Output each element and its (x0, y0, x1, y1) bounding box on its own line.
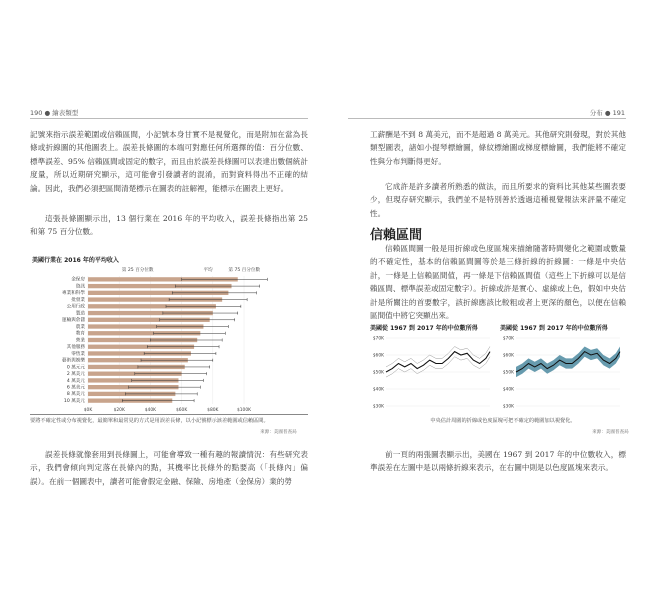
category-label: 零售業 (71, 351, 85, 357)
paragraph: 這張長條圖顯示出，13 個行業在 2016 年的平均收入，誤差長條指出第 25 和第 75 百分位數。 (30, 214, 308, 237)
y-tick-label: $50K (372, 370, 384, 376)
paragraph: 信賴區間圖一般是用折線或色度區塊來描繪隨著時間變化之範圍或數量的不確定性，基本的信賴區間圖等於是三條折線的折線圖：一條是中央估計，一條是上信賴區間值，再一條是下信賴區間值（這些上下折線可以是信賴區間、標準誤差或固定數字）。折線或許是實心、虛線或上色，假如中央估計是所關注的首要數字，該折線應該比較粗或者上更深的顏色，以便在信賴區間值中將它突顯出來。 (370, 244, 626, 321)
x-tick-label: $80K (207, 408, 219, 413)
chart-title: 美國行業在 2016 年的平均收入 (32, 257, 119, 264)
category-label: 8 萬美元 (66, 392, 85, 398)
category-label: 其他服務 (66, 345, 85, 351)
chapter-title: 繪表類型 (52, 109, 79, 117)
y-tick-label: $30K (372, 404, 384, 410)
category-label: 2 萬美元 (66, 372, 85, 378)
header-rule (30, 118, 308, 119)
paragraph: 它成許是許多讀者所熟悉的做法，而且所要求的資料比其他某些圖表要少，但現存研究顯示，我們並不是特別善於透過這種視覺報法來評量不確定性。 (370, 182, 626, 218)
paragraph: 前一頁的兩張圖表顯示出，美國在 1967 到 2017 年的中位數收入，標準誤差在左圖中是以兩條折線來表示，在右圖中則是以色度區塊來表示。 (370, 450, 626, 473)
confidence-line-chart (370, 322, 494, 414)
right-page (328, 0, 655, 609)
chart-source: 來源：美國普查局 (260, 430, 297, 435)
page-number: 190 (30, 109, 43, 117)
legend-entry: 第 25 百分位數 (121, 268, 154, 273)
confidence-band-chart (500, 322, 626, 414)
category-label: 專業和科學 (62, 291, 85, 297)
category-label: 4 萬美元 (66, 378, 85, 384)
section-heading: 信賴區間 (370, 228, 423, 243)
legend-entry: 平均 (203, 268, 213, 273)
y-tick-label: $60K (502, 353, 514, 359)
y-tick-label: $50K (502, 370, 514, 376)
x-tick-label: $100K (236, 408, 252, 413)
y-tick-label: $70K (502, 336, 514, 342)
x-tick-label: $60K (175, 408, 188, 413)
center-line (386, 352, 490, 372)
y-tick-label: $40K (372, 387, 384, 393)
category-label: 金保房 (71, 277, 85, 283)
category-label: 農業 (75, 324, 85, 330)
right-running-header: 分布 ● 191 (589, 109, 625, 117)
category-label: 批發業 (71, 297, 85, 303)
left-running-header: 190 ● 繪表類型 (30, 109, 79, 117)
category-label: 運輸與倉儲 (62, 318, 85, 324)
category-label: 藝術與娛樂 (62, 358, 85, 364)
confidence-band (516, 347, 620, 378)
caption-rule (30, 414, 308, 415)
chart-title: 美國從 1967 到 2017 年的中位數所得 (370, 325, 478, 332)
x-tick-label: $0K (83, 408, 93, 413)
page-number: 191 (612, 109, 625, 117)
y-tick-label: $40K (502, 387, 514, 393)
category-label: 營業 (75, 338, 85, 344)
y-tick-label: $70K (372, 336, 384, 342)
y-tick-label: $60K (372, 353, 384, 359)
paragraph: 誤差長條就像套用到長條圖上，可能會導致一種有趣的報讀情況：有些研究表示，我們會傾向判定落在長條內的點，其機率比長條外的點要高（「長條內」偏誤）。在前一個圖表中，讀者可能會假定金融、保險、房地產（金保房）業的勞 (30, 450, 308, 486)
chart-source: 來源：美國普查局 (592, 430, 629, 435)
category-label: 製造 (75, 311, 85, 317)
left-page (0, 0, 327, 609)
category-label: 6 萬美元 (66, 385, 85, 391)
x-tick-label: $20K (113, 408, 125, 413)
category-label: 10 萬美元 (63, 398, 85, 404)
y-tick-label: $30K (502, 404, 514, 410)
chart-caption: 中央估計周圍的折線或色度區塊可把不確定的範圍加以視覺化。 (430, 418, 576, 424)
paragraph: 工薪酬是不到 8 萬美元，而不是超過 8 萬美元。其他研究則發現，對於其他類型圖表，諸如小提琴標繪圖，條紋標繪圖或梯度標繪圖，我們能將不確定性與分布判斷得更好。 (370, 130, 626, 166)
chart-title: 美國從 1967 到 2017 年的中位數所得 (500, 325, 608, 332)
legend-entry: 第 75 百分位數 (228, 268, 261, 273)
lower-line (386, 357, 490, 377)
category-label: 教育 (75, 331, 85, 337)
paragraph: 記號來指示誤差範圍或信賴區間，小記號本身甘實不是視覺化，而是附加在當為長條或折線圖的其他圖表上。誤差長條圖的本端可對應任何所選擇的值：百分位數、標準誤差、95% 信賴區間或固定的數字，而且由於誤差長條圖可以表達出數個統計度量，所以近期研究顯示，這可能會引發讀者的混淆，而對資料得出不正確的結論。因此，我們必須把區間清楚標示在圖表的註解裡，能標示在圖表上更好。 (30, 130, 308, 193)
category-label: 公用行政 (66, 304, 85, 310)
category-label: 資訊 (75, 284, 85, 290)
header-rule (348, 118, 626, 119)
x-tick-label: $40K (144, 408, 157, 413)
error-bar-chart (30, 254, 308, 414)
category-label: 0 萬元元 (66, 365, 85, 371)
chapter-title: 分布 (589, 109, 603, 117)
chart-caption: 要將不確定性或分布視覺化，最簡單和最常見的方式是用誤差長條，以小記號標示該差範圍或信賴區間。 (30, 418, 269, 424)
